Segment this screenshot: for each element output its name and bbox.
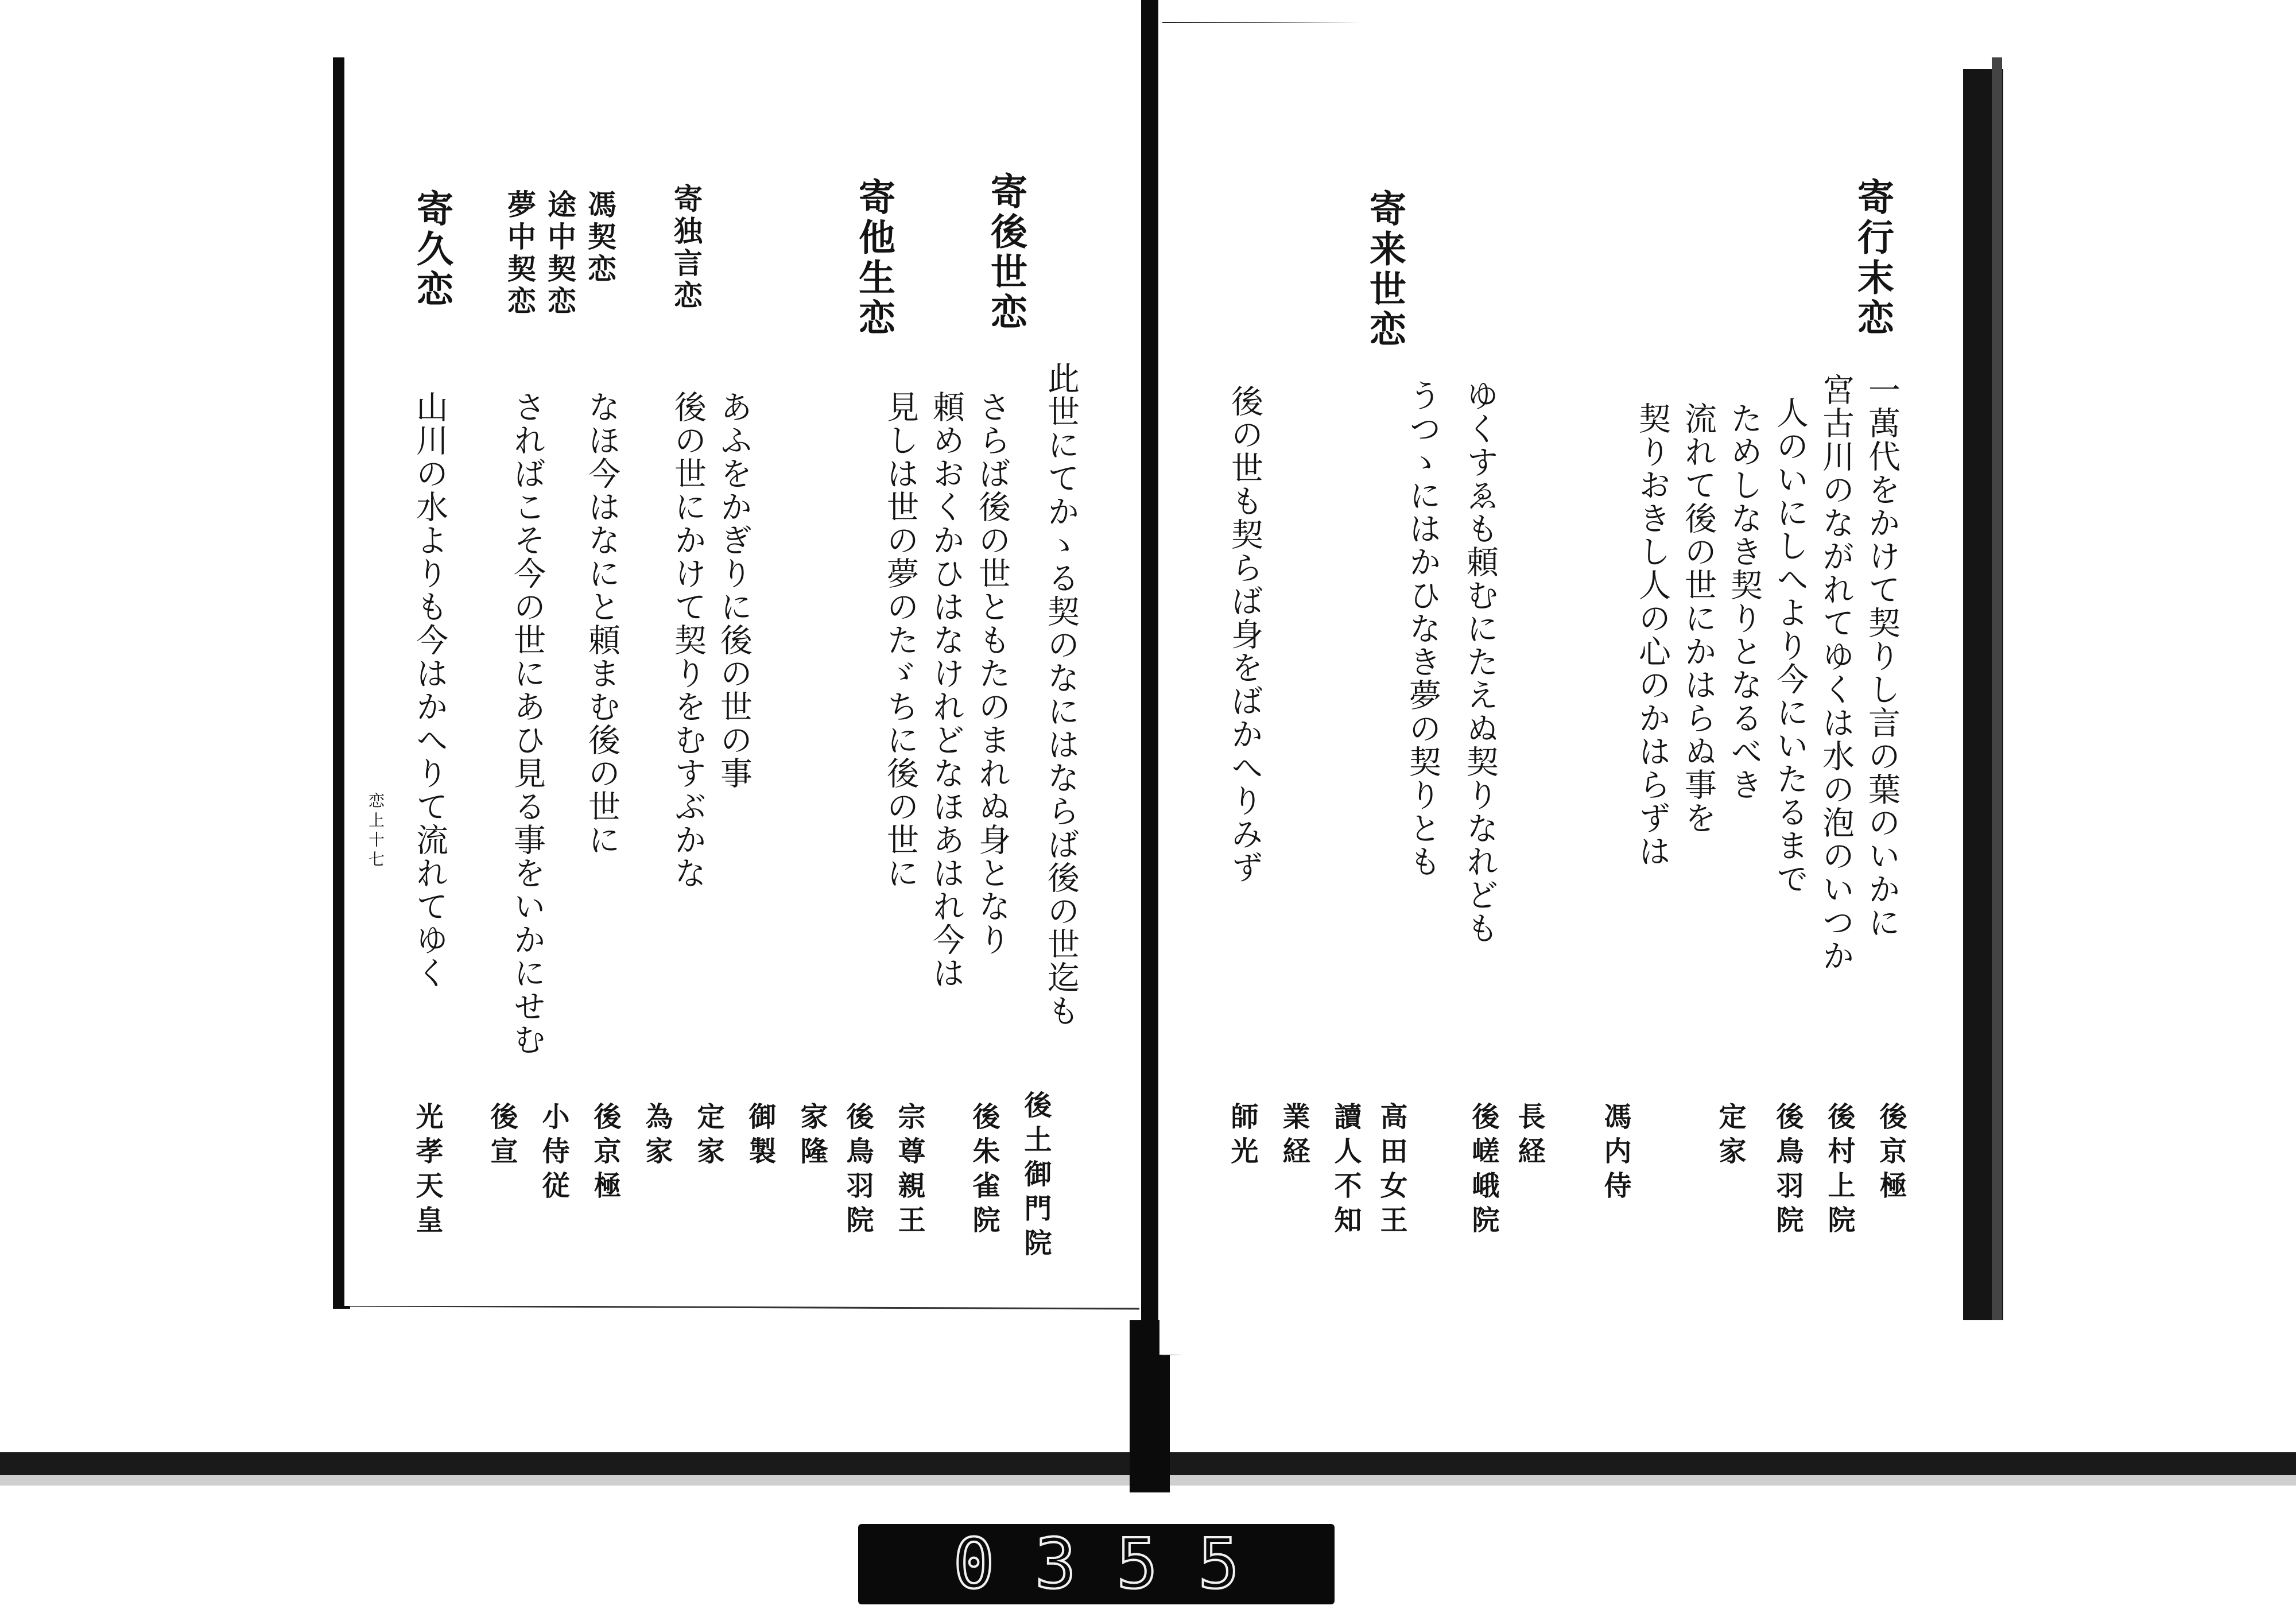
right-author-7: 後嵯峨院 xyxy=(1467,1102,1499,1240)
right-poem-1: 一萬代をかけて契りし言の葉のいかに xyxy=(1863,373,1901,939)
right-author-8: 高田女王 xyxy=(1375,1102,1407,1240)
right-author-4: 定家 xyxy=(1714,1102,1746,1171)
right-author-1: 後京極 xyxy=(1875,1102,1907,1205)
left-poem-7: なほ今はなにと頼まむ後の世に xyxy=(583,390,620,856)
left-poem-2: さらば後の世ともたのまれぬ身となり xyxy=(974,390,1011,956)
left-heading-7: 寄久恋 xyxy=(410,189,453,310)
left-poem-6: 後の世にかけて契りをむすぶかな xyxy=(669,390,707,890)
right-poem-5: 流れて後の世にかはらぬ事を xyxy=(1680,402,1717,835)
right-heading-1: 寄行末恋 xyxy=(1851,178,1894,339)
left-author-11: 後宣 xyxy=(486,1102,518,1171)
left-author-3: 宗尊親王 xyxy=(893,1102,925,1240)
right-poem-6: 契りおきし人の心のかはらずは xyxy=(1634,402,1671,868)
right-author-5: 馮内侍 xyxy=(1599,1102,1631,1205)
right-poem-8: うつゝにはかひなき夢の契りとも xyxy=(1404,379,1441,878)
left-author-10: 小侍従 xyxy=(537,1102,569,1205)
right-poem-4: ためしなき契りとなるべき xyxy=(1725,402,1763,801)
left-author-12: 光孝天皇 xyxy=(411,1102,443,1240)
left-poem-3: 頼めおくかひはなけれどなほあはれ今は xyxy=(928,390,965,990)
right-poem-7: ゆくすゑも頼むにたえぬ契りなれども xyxy=(1461,379,1499,945)
reel-number: 0355 xyxy=(953,1524,1280,1604)
left-heading-1: 寄後世恋 xyxy=(984,172,1027,333)
right-author-2: 後村上院 xyxy=(1823,1102,1855,1240)
right-author-11: 師光 xyxy=(1226,1102,1258,1171)
right-author-6: 長経 xyxy=(1513,1102,1545,1171)
left-heading-2: 寄他生恋 xyxy=(852,178,895,339)
left-author-7: 定家 xyxy=(692,1102,724,1171)
left-author-9: 後京極 xyxy=(589,1102,621,1205)
left-poem-5: あふをかぎりに後の世の事 xyxy=(715,390,753,790)
right-poem-3: 人のいにしへより今にいたるまで xyxy=(1771,396,1809,895)
right-poem-9: 後の世も契らば身をばかへりみず xyxy=(1226,385,1263,884)
right-author-3: 後鳥羽院 xyxy=(1771,1102,1804,1240)
left-author-8: 為家 xyxy=(641,1102,673,1171)
right-author-10: 業経 xyxy=(1278,1102,1310,1171)
folio-number: 恋上十七 xyxy=(366,792,385,870)
reel-number-label xyxy=(858,1524,1335,1604)
left-author-1: 後土御門院 xyxy=(1019,1091,1052,1263)
left-author-4: 後鳥羽院 xyxy=(841,1102,874,1240)
left-poem-1: 此世にてかゝる契のなにはならば後の世迄も xyxy=(1042,362,1080,1027)
left-author-5: 家隆 xyxy=(796,1102,828,1171)
left-poem-9: 山川の水よりも今はかへりて流れてゆく xyxy=(411,390,448,990)
left-author-6: 御製 xyxy=(744,1102,776,1171)
left-author-2: 後朱雀院 xyxy=(968,1102,1000,1240)
right-heading-2: 寄来世恋 xyxy=(1363,189,1406,350)
left-poem-8: さればこそ今の世にあひ見る事をいかにせむ xyxy=(509,390,546,1056)
left-heading-4: 馮契恋 xyxy=(583,189,617,286)
left-heading-3: 寄独言恋 xyxy=(669,184,703,312)
right-author-9: 讀人不知 xyxy=(1329,1102,1362,1240)
right-poem-2: 宮古川のながれてゆくは水の泡のいつか xyxy=(1817,373,1855,972)
left-heading-5: 途中契恋 xyxy=(543,189,577,318)
left-heading-6: 夢中契恋 xyxy=(503,189,537,318)
left-poem-4: 見しは世の夢のたゞちに後の世に xyxy=(882,390,919,890)
